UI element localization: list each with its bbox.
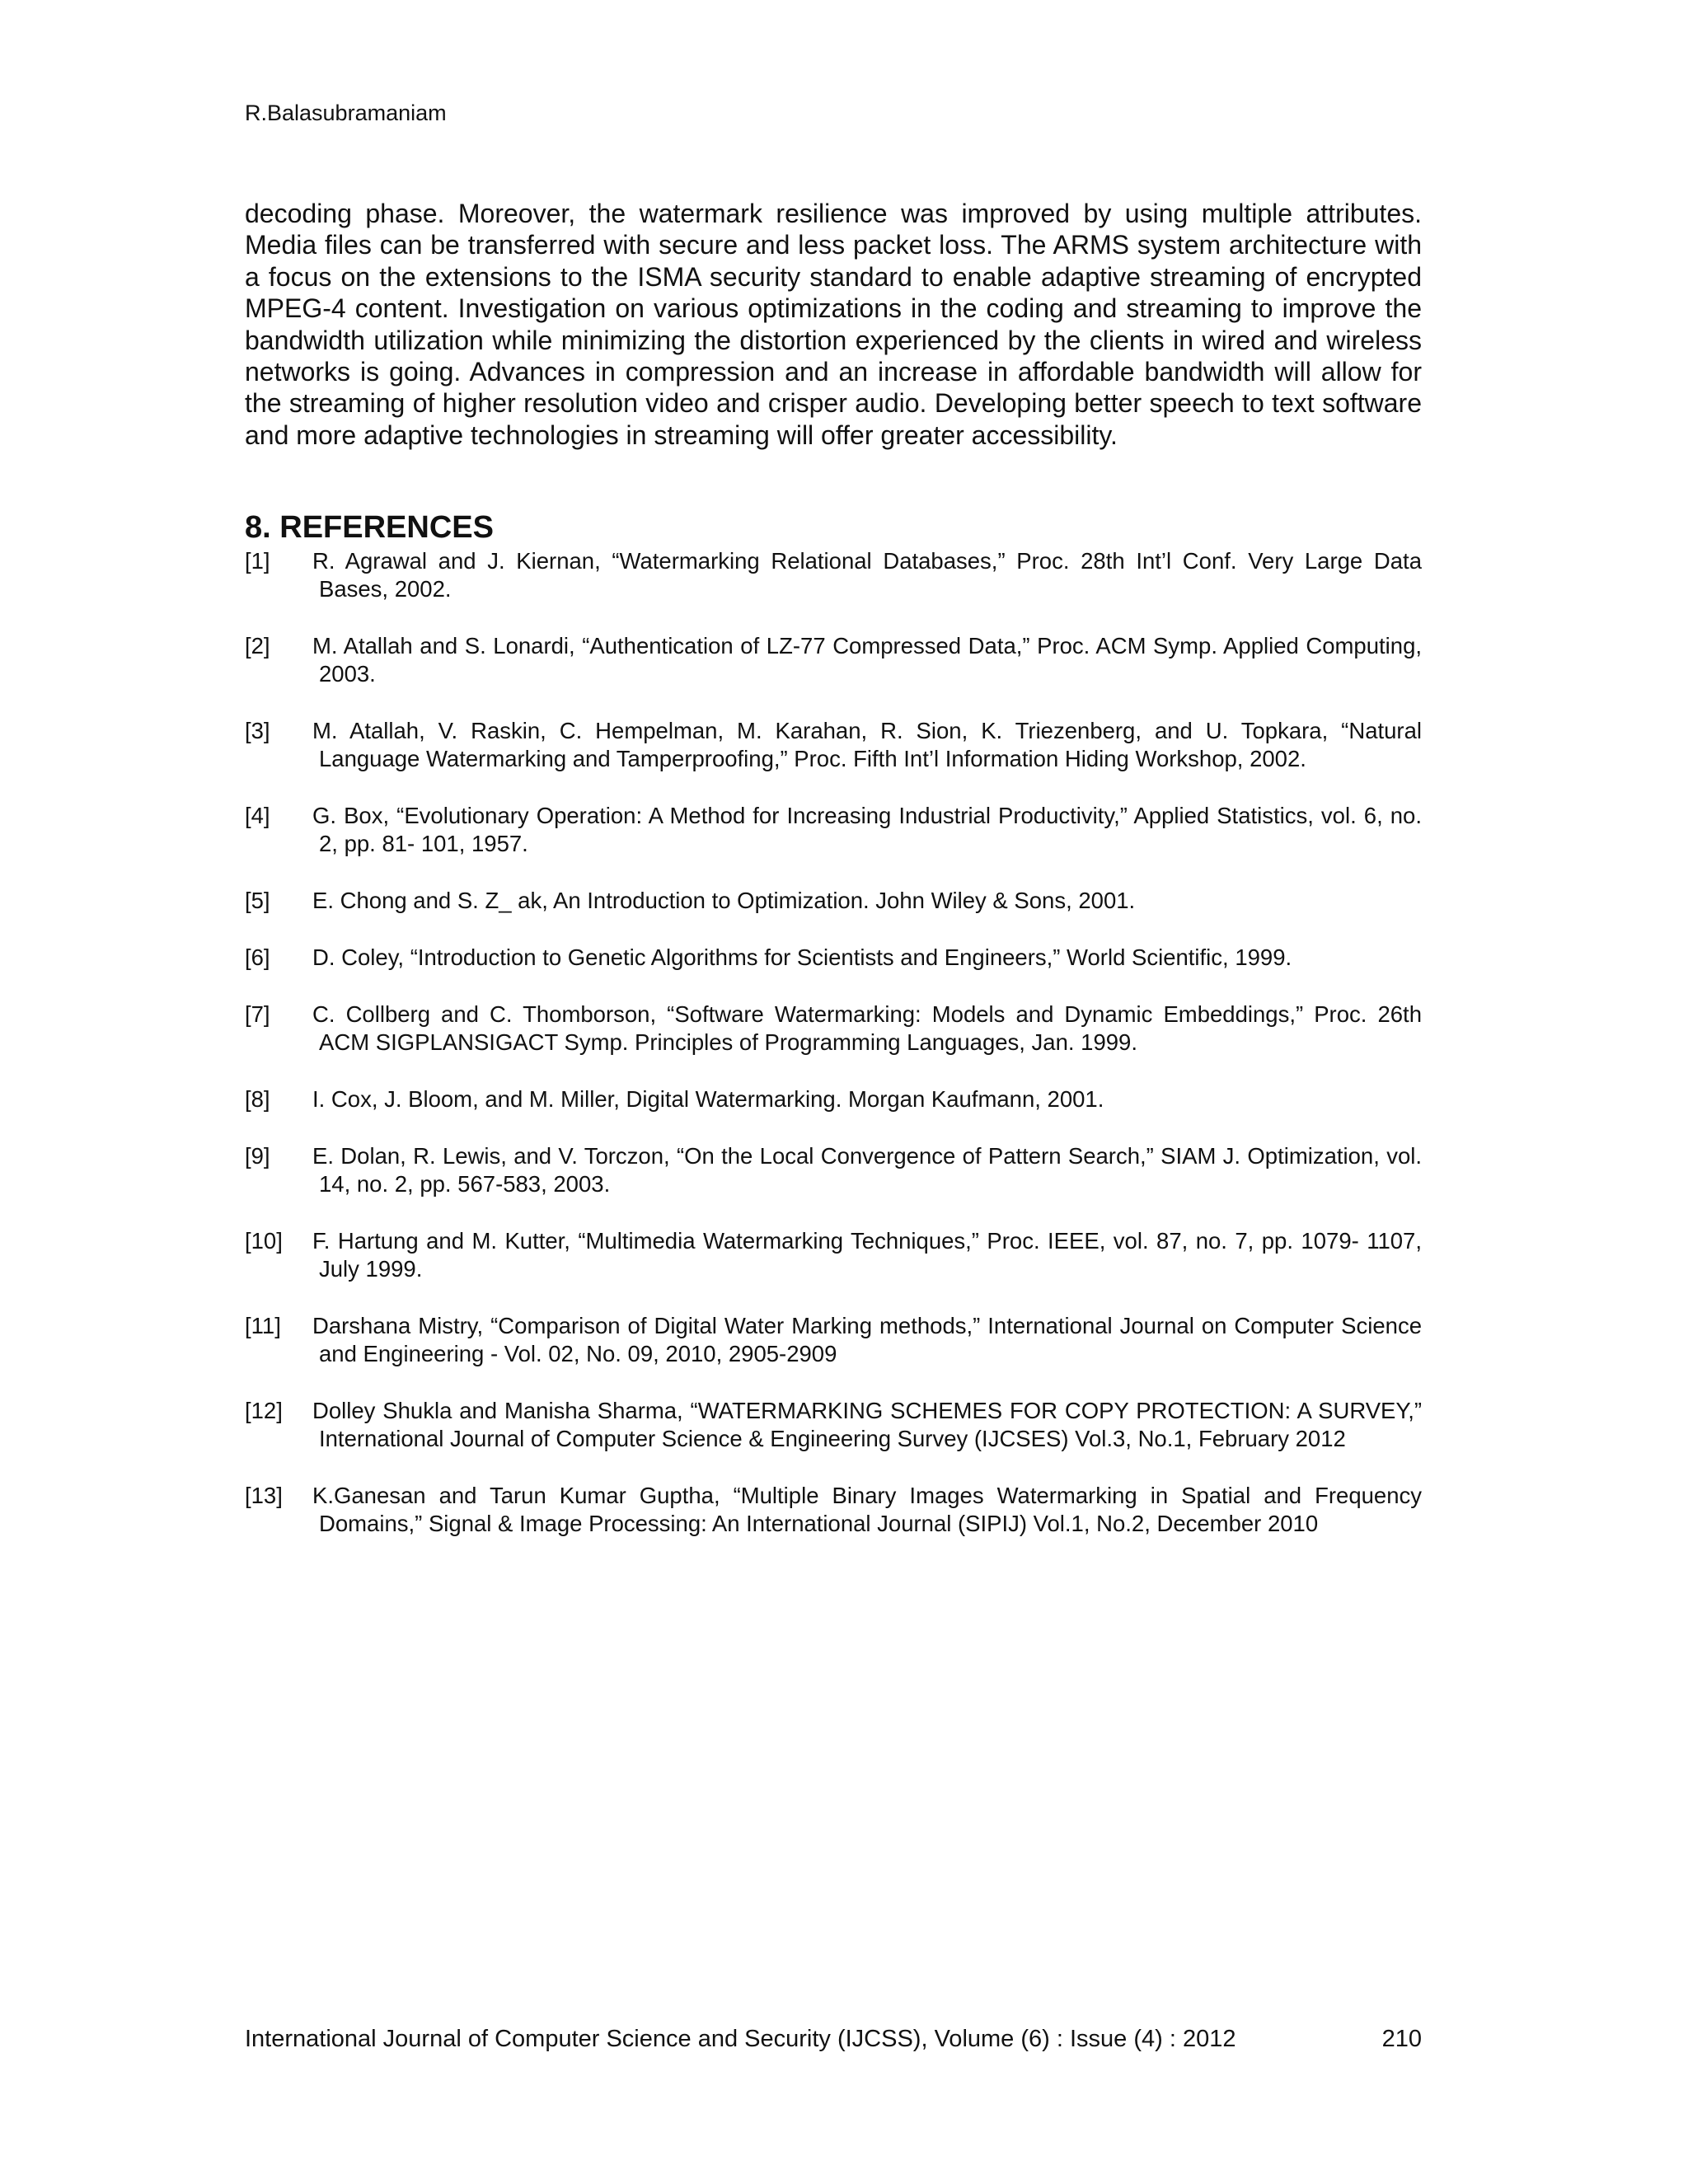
reference-number: [2] bbox=[245, 633, 270, 658]
reference-number: [3] bbox=[245, 718, 270, 743]
reference-item-13 bbox=[245, 1482, 1422, 1538]
reference-text: F. Hartung and M. Kutter, “Multimedia Watermarking Techniques,” Proc. IEEE, vol. 87, no. 7, pp. 1079- 1107, July 1999. bbox=[312, 1228, 1422, 1282]
reference-item-2 bbox=[245, 632, 1422, 688]
reference-item-1 bbox=[245, 547, 1422, 603]
reference-number: [12] bbox=[245, 1398, 283, 1423]
reference-text: R. Agrawal and J. Kiernan, “Watermarking Relational Databases,” Proc. 28th Int’l Conf. Very Large Data Bases, 2002. bbox=[312, 548, 1422, 602]
body-paragraph: decoding phase. Moreover, the watermark resilience was improved by using multiple attributes. Media files can be transferred with secure and less packet loss. The ARMS system architecture with a focus on the extensions to the ISMA security standard to enable adaptive streaming of encrypted MPEG-4 content. Investigation on various optimizations in the coding and streaming to improve the bandwidth utilization while minimizing the distortion experienced by the clients in wired and wireless networks is going. Advances in compression and an increase in affordable bandwidth will allow for the streaming of higher resolution video and crisper audio. Developing better speech to text software and more adaptive technologies in streaming will offer greater accessibility. bbox=[245, 199, 1422, 450]
reference-number: [5] bbox=[245, 888, 270, 913]
reference-number: [13] bbox=[245, 1483, 283, 1508]
reference-text: C. Collberg and C. Thomborson, “Software Watermarking: Models and Dynamic Embeddings,” Proc. 26th ACM SIGPLANSIGACT Symp. Principles of Programming Languages, Jan. 1999. bbox=[312, 1001, 1422, 1055]
footer-journal-citation: International Journal of Computer Science and Security (IJCSS), Volume (6) : Issue (4) : 2012 bbox=[245, 2026, 1236, 2052]
reference-number: [7] bbox=[245, 1001, 270, 1027]
reference-list bbox=[245, 547, 1422, 1567]
reference-text: Dolley Shukla and Manisha Sharma, “WATERMARKING SCHEMES FOR COPY PROTECTION: A SURVEY,” International Journal of Computer Science & Engineering Survey (IJCSES) Vol.3, No.1, February 2012 bbox=[312, 1398, 1422, 1451]
reference-item-8 bbox=[245, 1085, 1422, 1113]
reference-number: [4] bbox=[245, 803, 270, 828]
reference-number: [6] bbox=[245, 944, 270, 970]
reference-number: [1] bbox=[245, 548, 270, 574]
reference-text: M. Atallah, V. Raskin, C. Hempelman, M. Karahan, R. Sion, K. Triezenberg, and U. Topkara, “Natural Language Watermarking and Tamperproofing,” Proc. Fifth Int’l Information Hiding Workshop, 2002. bbox=[312, 718, 1422, 771]
reference-text: K.Ganesan and Tarun Kumar Guptha, “Multiple Binary Images Watermarking in Spatial and Frequency Domains,” Signal & Image Processing: An International Journal (SIPIJ) Vol.1, No.2, December 2010 bbox=[312, 1483, 1422, 1536]
reference-number: [9] bbox=[245, 1143, 270, 1169]
reference-item-7 bbox=[245, 1001, 1422, 1057]
reference-text: E. Chong and S. Z_ ak, An Introduction to Optimization. John Wiley & Sons, 2001. bbox=[312, 888, 1136, 913]
running-head-author: R.Balasubramaniam bbox=[245, 101, 447, 125]
reference-text: G. Box, “Evolutionary Operation: A Method for Increasing Industrial Productivity,” Applied Statistics, vol. 6, no. 2, pp. 81- 101, 1957. bbox=[312, 803, 1422, 856]
reference-item-9 bbox=[245, 1142, 1422, 1198]
references-heading: 8. REFERENCES bbox=[245, 510, 494, 545]
reference-item-11 bbox=[245, 1312, 1422, 1368]
reference-text: I. Cox, J. Bloom, and M. Miller, Digital Watermarking. Morgan Kaufmann, 2001. bbox=[312, 1086, 1104, 1112]
reference-text: E. Dolan, R. Lewis, and V. Torczon, “On the Local Convergence of Pattern Search,” SIAM J. Optimization, vol. 14, no. 2, pp. 567-583, 2003. bbox=[312, 1143, 1422, 1197]
reference-item-4 bbox=[245, 802, 1422, 858]
reference-number: [8] bbox=[245, 1086, 270, 1112]
reference-number: [11] bbox=[245, 1313, 281, 1338]
reference-item-5 bbox=[245, 887, 1422, 915]
reference-item-12 bbox=[245, 1397, 1422, 1453]
footer-page-number: 210 bbox=[1381, 2026, 1422, 2052]
reference-number: [10] bbox=[245, 1228, 283, 1254]
reference-text: Darshana Mistry, “Comparison of Digital Water Marking methods,” International Journal on Computer Science and Engineering - Vol. 02, No. 09, 2010, 2905-2909 bbox=[312, 1313, 1422, 1366]
reference-text: D. Coley, “Introduction to Genetic Algorithms for Scientists and Engineers,” World Scientific, 1999. bbox=[312, 944, 1292, 970]
reference-item-6 bbox=[245, 944, 1422, 972]
reference-item-3 bbox=[245, 717, 1422, 773]
reference-text: M. Atallah and S. Lonardi, “Authentication of LZ-77 Compressed Data,” Proc. ACM Symp. Applied Computing, 2003. bbox=[312, 633, 1422, 687]
reference-item-10 bbox=[245, 1227, 1422, 1283]
